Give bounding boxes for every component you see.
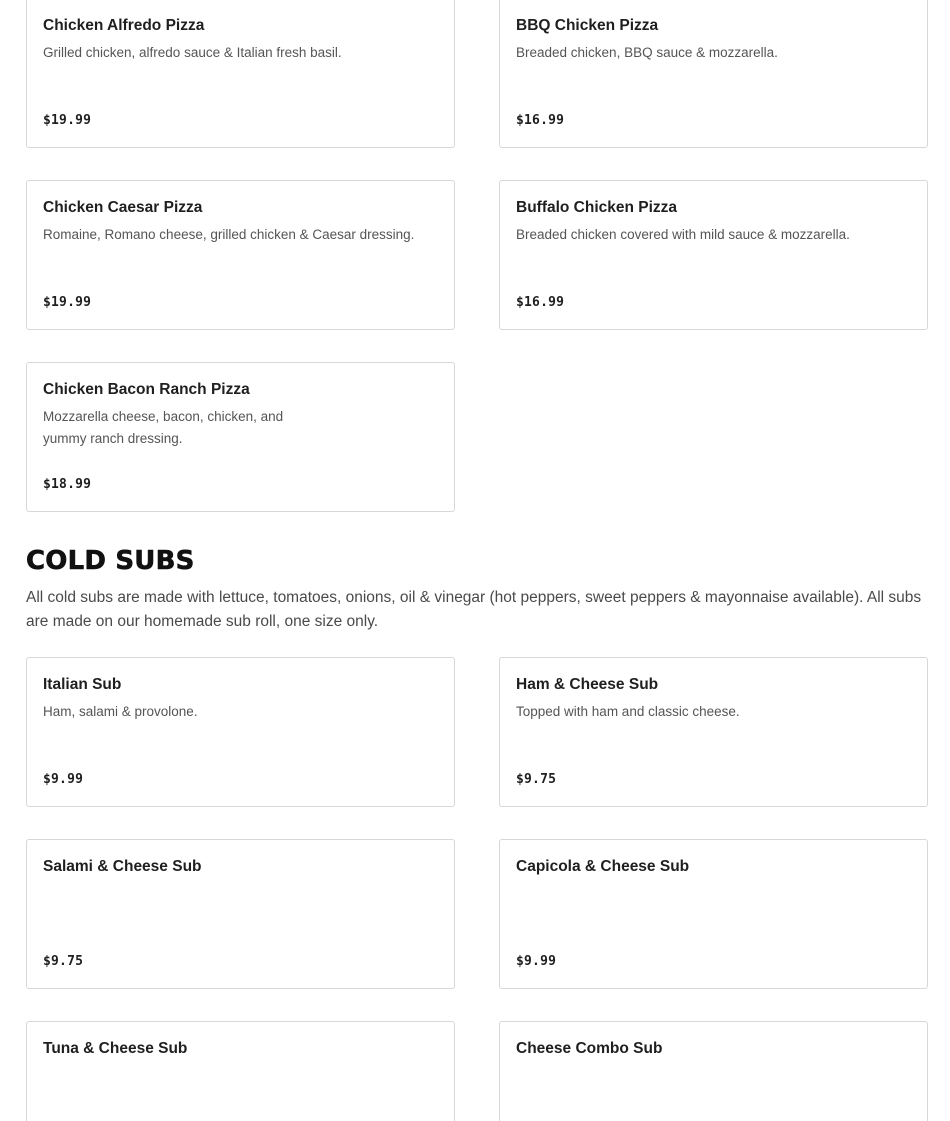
section-description: All cold subs are made with lettuce, tomatoes, onions, oil & vinegar (hot peppers, sweet peppers & mayonnaise available). All subs are made on our homemade sub roll, one size only. — [26, 589, 922, 630]
item-description: Ham, salami & provolone. — [43, 704, 198, 719]
cold-subs-menu-grid — [26, 657, 928, 1121]
menu-item-card[interactable] — [26, 0, 455, 148]
item-description: Grilled chicken, alfredo sauce & Italian fresh basil. — [43, 45, 342, 60]
item-price: $9.75 — [516, 772, 557, 787]
menu-item-card[interactable] — [26, 1021, 455, 1121]
menu-item-card[interactable] — [26, 657, 455, 807]
menu-item-card[interactable] — [499, 839, 928, 989]
item-price: $16.99 — [516, 295, 565, 310]
item-price: $19.99 — [43, 295, 92, 310]
item-price: $9.99 — [516, 954, 557, 969]
item-name: Chicken Alfredo Pizza — [43, 17, 205, 34]
menu-item-card[interactable] — [499, 180, 928, 330]
item-name: Salami & Cheese Sub — [43, 858, 202, 875]
item-price: $19.99 — [43, 113, 92, 128]
item-name: Cheese Combo Sub — [516, 1040, 663, 1057]
item-name: Chicken Caesar Pizza — [43, 199, 203, 216]
menu-item-card[interactable] — [26, 839, 455, 989]
item-description: Mozzarella cheese, bacon, chicken, and yummy ranch dressing. — [43, 409, 284, 446]
item-name: Capicola & Cheese Sub — [516, 858, 690, 875]
section-title: COLD SUBS — [26, 546, 195, 576]
menu-item-card[interactable] — [499, 1021, 928, 1121]
item-price: $9.75 — [43, 954, 84, 969]
item-name: Chicken Bacon Ranch Pizza — [43, 381, 250, 398]
item-price: $18.99 — [43, 477, 92, 492]
item-description: Breaded chicken covered with mild sauce & mozzarella. — [516, 227, 850, 242]
item-name: Buffalo Chicken Pizza — [516, 199, 678, 216]
item-name: BBQ Chicken Pizza — [516, 17, 659, 34]
item-price: $16.99 — [516, 113, 565, 128]
menu-item-card[interactable] — [26, 362, 455, 512]
pizza-menu-grid — [26, 0, 928, 512]
cold-subs-section-header — [26, 544, 928, 634]
item-description: Topped with ham and classic cheese. — [516, 704, 740, 719]
menu-item-card[interactable] — [499, 657, 928, 807]
item-name: Tuna & Cheese Sub — [43, 1040, 188, 1057]
menu-item-card[interactable] — [499, 0, 928, 148]
item-name: Italian Sub — [43, 676, 122, 693]
item-description: Breaded chicken, BBQ sauce & mozzarella. — [516, 45, 778, 60]
item-name: Ham & Cheese Sub — [516, 676, 659, 693]
item-price: $9.99 — [43, 772, 84, 787]
item-description: Romaine, Romano cheese, grilled chicken & Caesar dressing. — [43, 227, 415, 242]
menu-item-card[interactable] — [26, 180, 455, 330]
